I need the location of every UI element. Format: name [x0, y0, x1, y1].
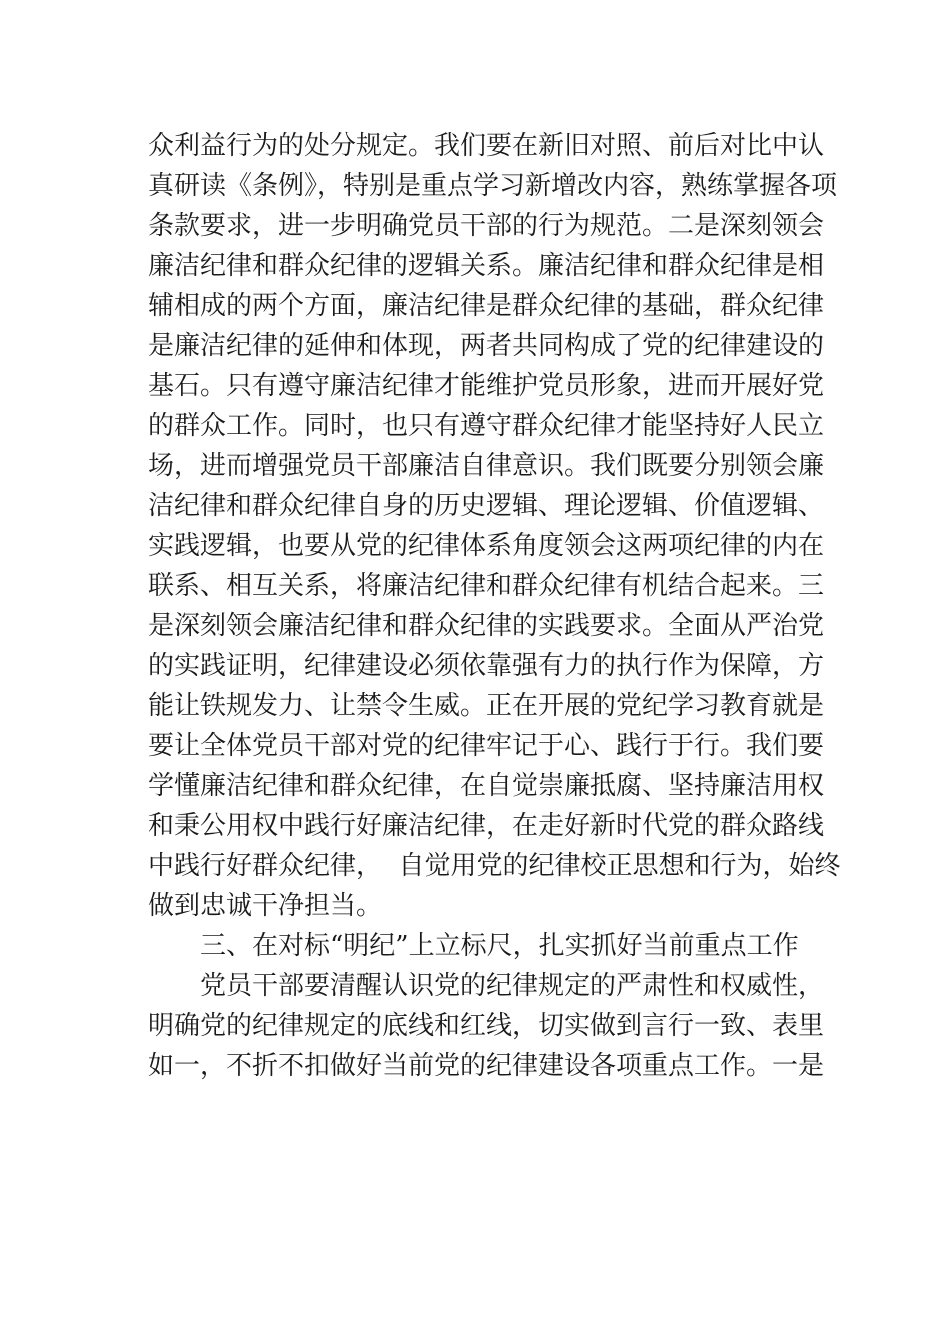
- body-line-15: 能让铁规发力、让禁令生威。正在开展的党纪学习教育就是: [148, 691, 825, 721]
- body-line-4: 廉洁纪律和群众纪律的逻辑关系。廉洁纪律和群众纪律是相: [148, 251, 825, 281]
- body-line-9: 场，进而增强党员干部廉洁自律意识。我们既要分别领会廉: [148, 451, 825, 481]
- body-line-17: 学懂廉洁纪律和群众纪律，在自觉崇廉抵腐、坚持廉洁用权: [148, 771, 825, 801]
- body-line-5: 辅相成的两个方面，廉洁纪律是群众纪律的基础，群众纪律: [148, 291, 825, 321]
- paragraph2-line-3: 如一，不折不扣做好当前党的纪律建设各项重点工作。一是: [148, 1051, 825, 1081]
- body-line-6: 是廉洁纪律的延伸和体现，两者共同构成了党的纪律建设的: [148, 331, 825, 361]
- paragraph2-line-1: 党员干部要清醒认识党的纪律规定的严肃性和权威性，: [200, 971, 825, 1001]
- body-line-2: 真研读《条例》，特别是重点学习新增改内容，熟练掌握各项: [148, 171, 838, 201]
- body-line-16: 要让全体党员干部对党的纪律牢记于心、践行于行。我们要: [148, 731, 825, 761]
- paragraph2-line-2: 明确党的纪律规定的底线和红线，切实做到言行一致、表里: [148, 1011, 825, 1041]
- body-line-12: 联系、相互关系，将廉洁纪律和群众纪律有机结合起来。三: [148, 571, 825, 601]
- body-line-14: 的实践证明，纪律建设必须依靠强有力的执行作为保障，方: [148, 651, 825, 681]
- body-line-3: 条款要求，进一步明确党员干部的行为规范。二是深刻领会: [148, 211, 825, 241]
- body-line-10: 洁纪律和群众纪律自身的历史逻辑、理论逻辑、价值逻辑、: [148, 491, 825, 521]
- body-line-13: 是深刻领会廉洁纪律和群众纪律的实践要求。全面从严治党: [148, 611, 825, 641]
- body-line-19: 中践行好群众纪律， 自觉用党的纪律校正思想和行为，始终: [148, 851, 841, 881]
- body-line-7: 基石。只有遵守廉洁纪律才能维护党员形象，进而开展好党: [148, 371, 825, 401]
- body-line-1: 众利益行为的处分规定。我们要在新旧对照、前后对比中认: [148, 131, 825, 161]
- body-line-20: 做到忠诚干净担当。: [148, 891, 383, 921]
- body-line-18: 和秉公用权中践行好廉洁纪律，在走好新时代党的群众路线: [148, 811, 825, 841]
- body-line-8: 的群众工作。同时，也只有遵守群众纪律才能坚持好人民立: [148, 411, 825, 441]
- body-line-11: 实践逻辑，也要从党的纪律体系角度领会这两项纪律的内在: [148, 531, 825, 561]
- section-heading: 三、在对标“明纪”上立标尺，扎实抓好当前重点工作: [200, 931, 799, 961]
